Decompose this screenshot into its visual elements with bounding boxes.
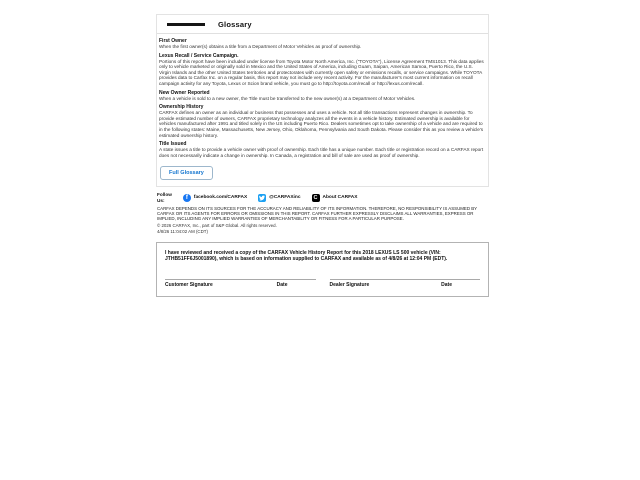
- redacted-logo-bar: [167, 23, 205, 26]
- glossary-entry-heading: First Owner: [159, 38, 187, 44]
- glossary-entry-body: CARFAX defines an owner as an individual or business that possesses and uses a vehicle. Not all title transactions represent changes in ownership. To provide estimated number of owners, CARFAX proprietary technology analyzes all the events in a vehicle history. Estimated ownership is available for vehicles manufactured after 1991 and titled solely in the US including Puerto Rico. Dealers sometimes opt to take ownership of a vehicle and are required to in the following states: Maine, Massachusetts, New Jersey, Ohio, Oklahoma, Pennsylvania and South Dakota. Please consider this as you review a vehicle's estimated ownership history.: [159, 110, 484, 138]
- glossary-entry-body: When the first owner(s) obtains a title from a Department of Motor Vehicles as proof of ownership.: [159, 44, 362, 49]
- about-carfax-link-label: About CARFAX: [322, 195, 358, 201]
- glossary-entry-body: A state issues a title to provide a vehicle owner with proof of ownership. Each title has a unique number. Each title or registration record on a CARFAX report does not necessarily indicate a change in ownership. In Canada, a registration and bill of sale are used as proof of ownership.: [159, 147, 484, 158]
- facebook-link[interactable]: [183, 194, 247, 202]
- glossary-entry-body: When a vehicle is sold to a new owner, the Title must be transferred to the new owner(s) at a Department of Motor Vehicles.: [159, 95, 416, 101]
- glossary-entry-title-issued: [159, 141, 485, 158]
- glossary-entry-lexus-recall: [159, 53, 485, 87]
- copyright-text: © 2026 CARFAX, Inc., part of S&P Global. All rights reserved.: [157, 223, 277, 229]
- glossary-header: [157, 15, 488, 34]
- copyright-block: [157, 223, 489, 233]
- report-page: [156, 14, 489, 297]
- dealer-date-label: Date: [441, 281, 452, 288]
- disclaimer-text: CARFAX DEPENDS ON ITS SOURCES FOR THE ACCURACY AND RELIABILITY OF ITS INFORMATION. THEREFORE, NO RESPONSIBILITY IS ASSUMED BY CARFAX OR ITS AGENTS FOR ERRORS OR OMISSIONS IN THIS REPORT. CARFAX FURTHER EXPRESSLY DISCLAIMS ALL WARRANTIES, EXPRESS OR IMPLIED, INCLUDING ANY IMPLIED WARRANTIES OF MERCHANTABILITY OR FITNESS FOR A PARTICULAR PURPOSE.: [157, 205, 478, 222]
- glossary-title: Glossary: [218, 20, 252, 29]
- about-carfax-link[interactable]: [312, 194, 358, 202]
- dealer-signature-group: [330, 279, 481, 288]
- twitter-link[interactable]: [258, 194, 300, 202]
- facebook-icon: f: [183, 194, 191, 202]
- acknowledgment-text: I have reviewed and received a copy of the CARFAX Vehicle History Report for this 2018 LEXUS LS 500 vehicle (VIN: JTHB51FF6J5001890), which is based on information supplied to CARFAX and available as of 4/8/26 at 12:04 PM (EDT).: [165, 249, 448, 262]
- glossary-section: [156, 14, 489, 187]
- report-timestamp: 4/8/26 11:04:02 AM (CDT): [157, 228, 208, 234]
- acknowledgment-box: [156, 242, 489, 297]
- glossary-entry-first-owner: [159, 38, 485, 50]
- full-glossary-button[interactable]: Full Glossary: [160, 166, 213, 180]
- glossary-entry-heading: Title Issued: [159, 141, 187, 148]
- follow-us-label: Follow Us:: [157, 192, 172, 203]
- glossary-entry-heading: New Owner Reported: [159, 89, 210, 96]
- signature-row: [165, 279, 480, 288]
- glossary-entry-body: Portions of this report have been included under license from Toyota Motor North America, Inc. ("TOYOTA"), License Agreement TMS1013. This data applies only to vehicle marketed or originally sold in Mexico and the United States of America, including Guam, Saipan, American Samoa, Puerto Rico, the U.S. Virgin Islands and the other United States territories and protectorates with currently open safety or emissions recalls, or service campaigns. While TOYOTA provides data to Carfax Inc. on a regular basis, this report may not include very recent activity. For the manufacturer's most current information on recall campaign activity for any Toyota, Lexus or Scion brand vehicle, you must go to http://toyota.com/recall or http://lexus.com/recall.: [159, 58, 484, 86]
- glossary-body: [157, 34, 488, 186]
- customer-date-label: Date: [276, 281, 288, 288]
- customer-signature-label: Customer Signature: [165, 281, 213, 288]
- follow-us-row: [157, 192, 489, 202]
- glossary-entry-heading: Lexus Recall / Service Campaign.: [159, 52, 239, 59]
- glossary-entry-heading: Ownership History: [159, 104, 204, 111]
- carfax-c-icon: C: [312, 194, 320, 202]
- dealer-signature-label: Dealer Signature: [329, 281, 370, 288]
- glossary-entry-ownership-history: [159, 104, 485, 138]
- customer-signature-group: [165, 279, 316, 288]
- twitter-link-label: @CARFAXinc: [269, 195, 301, 201]
- facebook-link-label: facebook.com/CARFAX: [193, 195, 248, 201]
- twitter-icon: [258, 194, 266, 202]
- glossary-entry-new-owner: [159, 90, 485, 102]
